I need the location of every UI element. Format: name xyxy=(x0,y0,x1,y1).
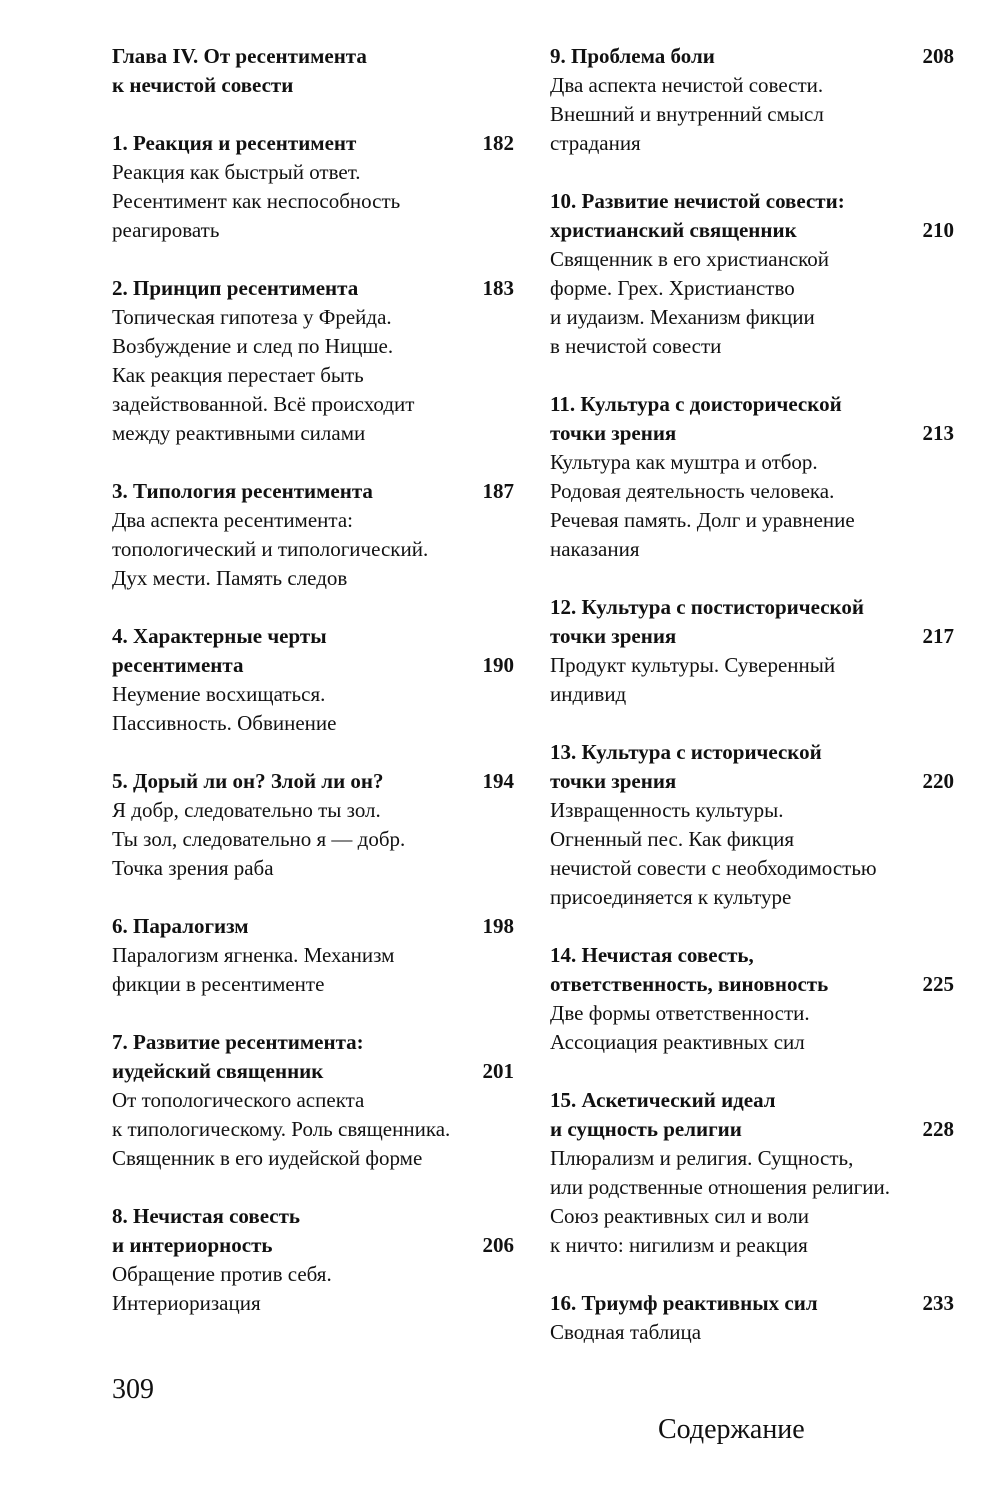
toc-entry-page: 194 xyxy=(482,769,514,793)
toc-entry xyxy=(550,187,954,361)
toc-entry-description: От топологического аспекта к типологическому. Роль священника. Священник в его иудейской форме xyxy=(112,1088,451,1170)
toc-entry-title: 16. Триумф реактивных сил xyxy=(550,1291,818,1315)
toc-entry-heading xyxy=(550,738,954,796)
toc-entry xyxy=(112,1028,514,1173)
toc-entry-description: Две формы ответственности. Ассоциация реактивных сил xyxy=(550,1001,810,1054)
toc-entry-title: 2. Принцип ресентимента xyxy=(112,276,359,300)
toc-entry-description: Реакция как быстрый ответ. Ресентимент как неспособность реагировать xyxy=(112,160,401,242)
toc-entry xyxy=(550,1086,954,1260)
toc-entry-page: 213 xyxy=(922,421,954,445)
toc-entry xyxy=(112,912,514,999)
toc-entry-page: 228 xyxy=(922,1117,954,1141)
toc-entry-heading xyxy=(112,1202,514,1260)
toc-entry-heading xyxy=(550,1086,954,1144)
toc-entry-description: Топическая гипотеза у Фрейда. Возбуждение и след по Ницше. Как реакция перестает быть задействованной. Всё происходит между реактивными силами xyxy=(112,305,415,445)
toc-entry-page: 201 xyxy=(482,1059,514,1083)
toc-entry-title: 9. Проблема боли xyxy=(550,44,715,68)
toc-entry-title: 4. Характерные черты ресентимента xyxy=(112,624,327,677)
toc-entry-page: 233 xyxy=(922,1291,954,1315)
toc-entry-heading xyxy=(112,477,514,506)
toc-entry-description: Я добр, следовательно ты зол. Ты зол, следовательно я — добр. Точка зрения раба xyxy=(112,798,406,880)
toc-entry-heading xyxy=(112,912,514,941)
toc-entry xyxy=(550,390,954,564)
toc-entry-title: 6. Паралогизм xyxy=(112,914,249,938)
toc-entry-description: Два аспекта нечистой совести. Внешний и внутренний смысл страдания xyxy=(550,73,824,155)
toc-entry xyxy=(550,941,954,1057)
toc-left-entries xyxy=(112,129,514,1318)
toc-entry-page: 187 xyxy=(482,479,514,503)
toc-entry xyxy=(112,274,514,448)
toc-entry xyxy=(112,129,514,245)
toc-entry-title: 15. Аскетический идеал и сущность религии xyxy=(550,1088,776,1141)
toc-right-entries xyxy=(550,42,954,1347)
toc-entry-description: Извращенность культуры. Огненный пес. Как фикция нечистой совести с необходимостью присоединяется к культуре xyxy=(550,798,877,909)
toc-entry-heading xyxy=(112,767,514,796)
toc-entry-description: Продукт культуры. Суверенный индивид xyxy=(550,653,836,706)
toc-entry-title: 1. Реакция и ресентимент xyxy=(112,131,357,155)
toc-entry-heading xyxy=(112,274,514,303)
toc-entry-page: 220 xyxy=(922,769,954,793)
toc-entry-heading xyxy=(550,187,954,245)
toc-right-column xyxy=(550,42,954,1376)
toc-entry-heading xyxy=(112,1028,514,1086)
toc-entry xyxy=(112,622,514,738)
toc-entry-heading xyxy=(112,129,514,158)
toc-entry-heading xyxy=(550,390,954,448)
chapter-title: Глава IV. От ресентимента к нечистой совести xyxy=(112,44,367,97)
toc-entry-page: 182 xyxy=(482,131,514,155)
toc-entry-description: Обращение против себя. Интериоризация xyxy=(112,1262,332,1315)
toc-entry-page: 206 xyxy=(482,1233,514,1257)
toc-entry-page: 198 xyxy=(482,914,514,938)
toc-entry xyxy=(112,767,514,883)
toc-entry-description: Неумение восхищаться. Пассивность. Обвинение xyxy=(112,682,337,735)
toc-entry-heading xyxy=(550,941,954,999)
toc-entry-description: Сводная таблица xyxy=(550,1320,702,1344)
toc-entry xyxy=(550,593,954,709)
toc-entry-heading xyxy=(112,622,514,680)
toc-entry-description: Культура как муштра и отбор. Родовая деятельность человека. Речевая память. Долг и уравнение наказания xyxy=(550,450,855,561)
toc-left-column xyxy=(112,42,514,1347)
toc-entry xyxy=(112,1202,514,1318)
toc-entry-title: 7. Развитие ресентимента: иудейский священник xyxy=(112,1030,364,1083)
toc-entry-title: 14. Нечистая совесть, ответственность, виновность xyxy=(550,943,829,996)
toc-entry-title: 12. Культура с постисторической точки зрения xyxy=(550,595,864,648)
toc-entry xyxy=(550,738,954,912)
toc-entry-heading xyxy=(550,1289,954,1318)
toc-entry-description: Священник в его христианской форме. Грех. Христианство и иудаизм. Механизм фикции в нечистой совести xyxy=(550,247,830,358)
toc-entry-page: 210 xyxy=(922,218,954,242)
toc-entry xyxy=(550,1289,954,1347)
toc-entry-title: 13. Культура с исторической точки зрения xyxy=(550,740,822,793)
toc-entry-heading xyxy=(550,593,954,651)
toc-entry-page: 208 xyxy=(922,44,954,68)
page-number: 309 xyxy=(112,1374,154,1405)
toc-entry-description: Паралогизм ягненка. Механизм фикции в ресентименте xyxy=(112,943,395,996)
toc-entry-title: 10. Развитие нечистой совести: христианский священник xyxy=(550,189,845,242)
running-title: Содержание xyxy=(658,1414,805,1445)
chapter-heading xyxy=(112,42,514,100)
toc-entry-title: 5. Дорый ли он? Злой ли он? xyxy=(112,769,384,793)
toc-entry-title: 3. Типология ресентимента xyxy=(112,479,373,503)
toc-entry xyxy=(112,477,514,593)
toc-entry-page: 183 xyxy=(482,276,514,300)
toc-entry-page: 217 xyxy=(922,624,954,648)
toc-entry-page: 190 xyxy=(482,653,514,677)
toc-entry-title: 8. Нечистая совесть и интериорность xyxy=(112,1204,301,1257)
toc-entry-title: 11. Культура с доисторической точки зрения xyxy=(550,392,842,445)
toc-entry-description: Плюрализм и религия. Сущность, или родственные отношения религии. Союз реактивных сил и воли к ничто: нигилизм и реакция xyxy=(550,1146,890,1257)
toc-entry-page: 225 xyxy=(922,972,954,996)
toc-entry xyxy=(550,42,954,158)
toc-entry-description: Два аспекта ресентимента: топологический и типологический. Дух мести. Память следов xyxy=(112,508,429,590)
toc-entry-heading xyxy=(550,42,954,71)
